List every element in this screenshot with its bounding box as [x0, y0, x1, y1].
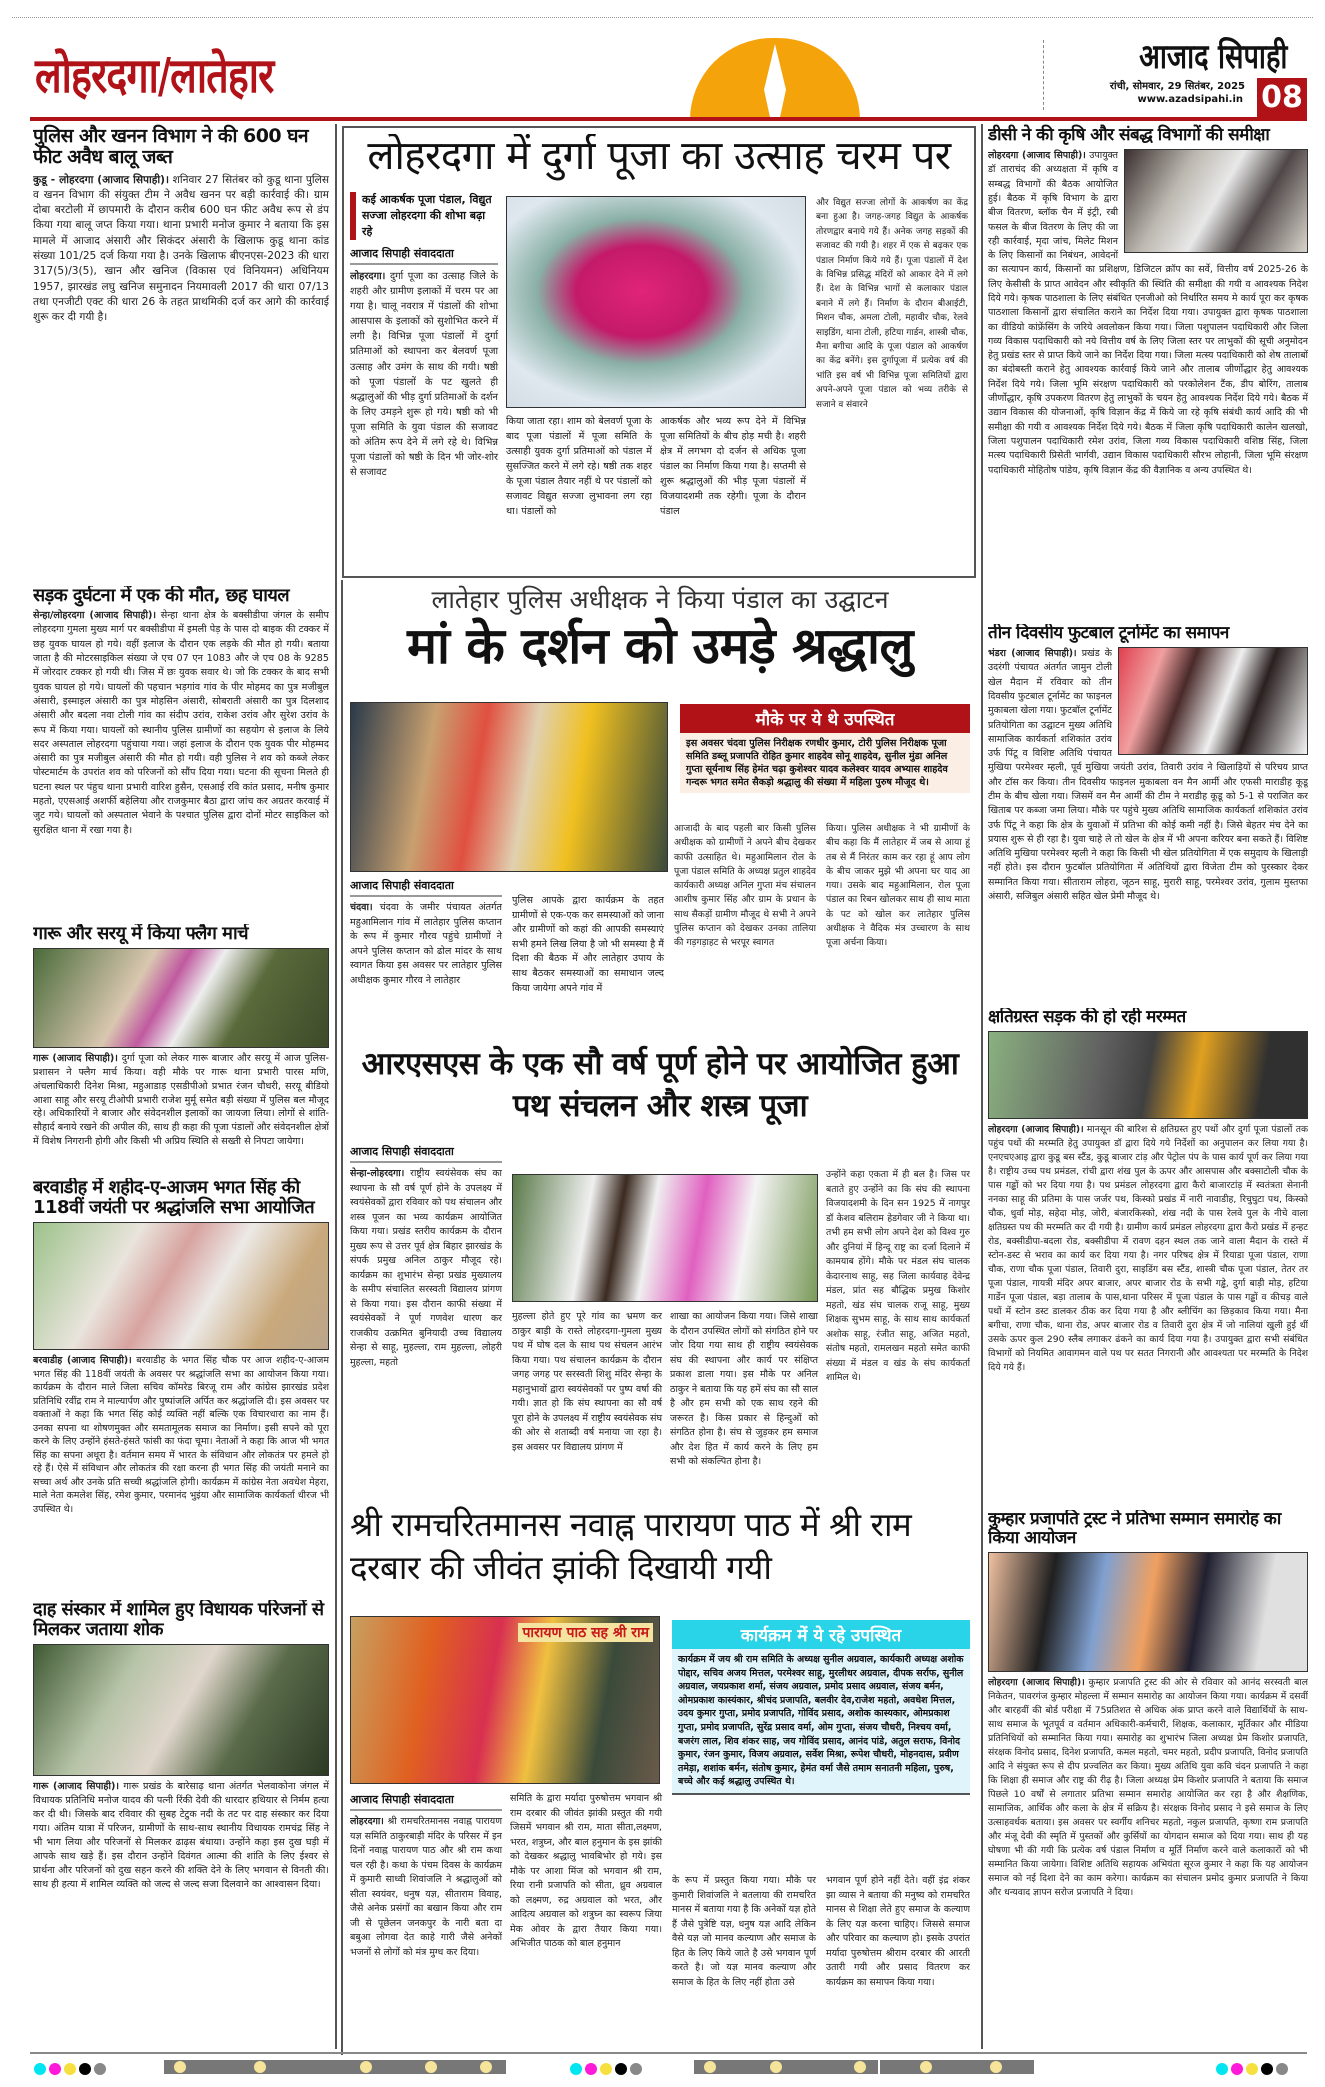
- funeral-photo: [33, 1644, 329, 1776]
- left-column: [33, 124, 329, 2040]
- column-divider: [335, 124, 337, 2049]
- attendees-box-title: मौके पर ये थे उपस्थित: [680, 704, 970, 733]
- registration-bar: [694, 2060, 878, 2074]
- article-body: समिति के द्वारा मर्यादा पुरुषोत्तम भगवान श्री राम दरबार की जीवंत झांकी प्रस्तुत की गयी जिसमें भगवान श्री राम, माता सीता,लक्ष्मण, भरत, शत्रुघ्न, और बाल हनुमान के इस झांकी को देखकर श्रद्धालु भावबिभोर हो गये। इस मौके पर आशा मिंज को भगवान श्री राम, रिया रानी प्रजापति को सीता, ध्रुव अग्रवाल को लक्ष्मण, रुद्र अग्रवाल को भरत, और आदित्य अग्रवाल को शत्रुघ्न का स्वरूप जिया मेक ओवर के द्वारा तैयार किया गया। अभिजीत पाठक को बाल हनुमान: [510, 1793, 662, 1949]
- meeting-photo: [1124, 149, 1308, 253]
- article-body: गारू प्रखंड के बारेसाढ़ थाना अंतर्गत भेलवाकोना जंगल में विधायक प्रतिनिधि मनोज यादव की पत्नी रिंकी देवी की धारदार हथियार से निर्मम हत्या कर दी थी। जिसके बाद रविवार की सुबह टेटुक नदी के तट पर दाह संस्कार कर दिया गया। अंतिम यात्रा में परिजन, ग्रामीणों के साथ-साथ स्थानीय विधायक रामचंद्र सिंह ने भी भाग लिया और परिजनों से मिलकर ढाढ़स बंधाया। उन्होंने कहा इस दुख घड़ी में आपके साथ खड़े हैं। इस दौरान उन्होंने दिवंगत आत्मा की शांति के लिए ईश्वर से प्रार्थना और परिजनों को दुख सहन करने की शक्ति देने के लिए भगवान से विनती की। साथ ही हत्या में शामिल व्यक्ति को जल्द से जल्द सजा दिलवाने का आश्वासन दिया।: [33, 1781, 329, 1891]
- article-dc-review: [988, 124, 1308, 624]
- article-body: आकर्षक और भव्य रूप देने में विभिन्न पूजा समितियों के बीच होड़ मची है। शहरी क्षेत्र में लगभग दो दर्जन से अधिक पूजा पंडाल का निर्माण किया गया है। सप्तमी से शुरू श्रद्धालुओं की भीड़ पूजा पंडालों में विजयादशमी तक रहेगी। पूजा के दौरान पंडाल: [660, 416, 806, 517]
- article-body: उन्होंने कहा एकता में ही बल है। जिस पर बताते हुए उन्होंने का कि संघ की स्थापना विजयादशमी के दिन सन 1925 में नागपुर डॉ केशव बलिराम हेडगेवार जी ने किया था। तभी हम सभी लोग अपने देश को विश्व गुरु और दुनियां में हिन्दू राष्ट्र का दर्जा दिलाने में कामयाब होंगे। मौके पर मंडल संघ चालक केदारनाथ साहू, सह जिला कार्यवाह देवेन्द्र मंडल, प्रांत सह बौद्धिक प्रमुख किशोर महतो, खंड संघ चालक राजू साहू, मुख्य शिक्षक सुभम साहू, के साथ साथ कार्यकर्ता अशोक साहू, रंजीत साहू, अजित महतो, संतोष महतो, रामलखन महतो समेत काफी संख्या में मंडल व खंड के संघ कार्यकर्ता शामिल थे।: [826, 1169, 970, 1383]
- column-divider: [341, 580, 343, 2055]
- top-dotted-rule: [12, 17, 1313, 18]
- dateline: लोहरदगा (आजाद सिपाही)।: [988, 1677, 1085, 1689]
- masthead: [0, 30, 1325, 118]
- article-body: राष्ट्रीय स्वयंसेवक संघ का स्थापना के सौ वर्ष पूर्ण होने के उपलक्ष्य में स्वयंसेवकों द्वारा रविवार को पथ संचालन और शस्त्र पूजन का भव्य कार्यक्रम आयोजित किया गया। प्रखंड स्तरीय कार्यक्रम के दौरान मुख्य रूप से उत्तर पूर्व क्षेत्र बिहार झारखंड के संपर्क प्रमुख अनिल ठाकुर मौजूद रहे। कार्यक्रम का शुभारंभ सेन्हा प्रखंड मुख्यालय के समीप संचालित सरस्वती विद्यालय प्रांगण से किया गया। इस दौरान काफी संख्या में स्वयंसेवकों ने पूर्ण गणवेश धारण कर राजकीय उत्क्रमित बुनियादी उच्च विद्यालय सेन्हा से साहू, मुहल्ला, राम मुहल्ला, लोहरी मुहल्ला, महतो: [350, 1168, 502, 1368]
- article-talent-felicitation: [988, 1510, 1308, 2038]
- article-body: सेन्हा थाना क्षेत्र के बक्सीडीपा जंगल के समीप लोहरदगा गुमला मुख्य मार्ग पर बक्सीडीपा में इमली पेड़ के पास दो बाइक की टक्कर में छह युवक घायल हो गये। वहीं इलाज के दौरान एक लड़के की मौत हो गयी। बताया जाता है की मोटरसाइकिल संख्या जे एच 07 एन 1083 और जे एच 08 के 9285 में जोरदार टक्कर हो गयी थी। जिस में छः युवक सवार थे। जो कि टक्कर के बाद सभी युवक घायल हो गये। घायलों की पहचान भड़गांव गांव के पीर मोहमद का पुत्र मजीबुल अंसारी, इस्माइल अंसारी का पुत्र मोहसिन अंसारी, सोबराती अंसारी का पुत्र दिलशाद अंसारी और बदला नवा टोली गांव का संदीप उरांव, राकेश उरांव और सुरेश उरांव के रूप में किया गया। घायलों को स्थानीय पुलिस ग्रामीणों का सहयोग से इलाज के लिये सदर अस्पताल लोहरदगा पहुंचाया गया। जहां इलाज के दौरान एक युवक पीर मोहम्मद अंसारी का पुत्र मजीबुल अंसारी की मौत हो गयी। वही पुलिस ने शव को कब्जे लेकर पोस्टमार्टम के उपरांत शव को परिजनों को सौंप दिया गया। घटना की सूचना मिलते ही घटना स्थल पर पंहुच थाना प्रभारी वारिश हुसैन, एसआई रवि कांत प्रसाद, मनीष कुमार महतो, एएसआई अशर्फी बहेलिया और राजकुमार बैठा द्वारा जांच कर अग्रतर करवाई में जुट गये। घायलों को अस्पताल भेवाने के पश्चात पुलिस द्वारा दोनों मोटर साइकिल को सुरक्षित थाना में रखा गया है।: [33, 610, 329, 836]
- article-latehar-sp: [350, 582, 970, 1037]
- gray-mark-icon: [94, 2063, 106, 2075]
- article-body: दुर्गा पूजा का उत्साह जिले के शहरी और ग्रामीण इलाकों में चरम पर आ गया है। चालू नवरात्र में पंडालों की शोभा आसपास के इलाकों को सुशोभित करने में लगी है। विभिन्न पूजा पंडालों में दुर्गा प्रतिमाओं को स्थापना कर बेलवर्ण पूजा उत्साह और उमंग के साथ की गयी। षष्ठी को पूजा पंडालों के पट खुलते ही श्रद्धालुओं की भीड़ दुर्गा प्रतिमाओं के दर्शन के लिए उमड़ने शुरू हो गये। षष्ठी को भी पूजा समिति के युवा पंडाल की सजावट को अंतिम रूप देने में लगे रहे थे। विभिन्न पूजा पंडालों को षष्ठी के दिन भी जोर-शोर से सजावट: [350, 271, 498, 479]
- article-rss-centenary: [350, 1044, 970, 1496]
- article-body: शनिवार 27 सितंबर को कुडू थाना पुलिस व खनन विभाग की संयुक्त टीम ने अवैध खनन पर बड़ी कार्रवाई की। ग्राम दोबा बरटोली में छापमारी के दौरान करीब 600 घन फीट अवैध रूप से डंप किया गया बालू जप्त किया गया। थाना प्रभारी मनोज कुमार ने बताया कि इस मामले में आजाद अंसारी और सिकंदर अंसारी के खिलाफ कुडू थाना कांड संख्या 101/25 दर्ज किया गया है। उनके खिलाफ बीएनएस-2023 की धारा 317(5)/3(5), खान और खनिज (विकास एवं विनियमन) अधिनियम 1957, झारखंड लघु खनिज समुनादन नियमावली 2017 की धारा 07/13 तथा एनजीटी एक्ट की धारा 26 के तहत प्राथमिकी दर्ज कर आगे की कार्रवाई शुरू कर दी गयी है।: [33, 173, 329, 324]
- article-body: किया जाता रहा। शाम को बेलवर्ण पूजा के बाद पूजा पंडालों में पूजा समिति के उत्साही युवक दुर्गा प्रतिमाओं को पंडाल में सुसज्जित करने में लगे रहे। षष्ठी तक शहर के पूजा पंडाल तैयार नहीं थे पर पंडालों को सजावट विद्युत सज्जा लुभावना लग रहा था। पंडालों को: [506, 416, 652, 517]
- headline: श्री रामचरितमानस नवाह्न पारायण पाठ में श्री राम दरबार की जीवंत झांकी दिखायी गयी: [350, 1505, 912, 1587]
- pen-nib-logo-icon: [690, 38, 860, 120]
- headline: बरवाडीह में शहीद-ए-आजम भगत सिंह की 118वीं जयंती पर श्रद्धांजलि सभा आयोजित: [33, 1178, 315, 1219]
- headline: दाह संस्कार में शामिल हुए विधायक परिजनों से मिलकर जताया शोक: [33, 1600, 324, 1641]
- page-number: 08: [1257, 78, 1307, 118]
- website-link[interactable]: www.azadsipahi.in: [1137, 94, 1243, 105]
- headline: तीन दिवसीय फुटबाल टूर्नामेंट का समापन: [988, 624, 1229, 643]
- cyan-mark-icon: [1216, 2063, 1228, 2075]
- article-body: प्रखंड के उदरंगी पंचायत अंतर्गत जामुन टोली खेल मैदान में रविवार को तीन दिवसीय फुटबाल टूर्नामेंट का फाइनल मुकाबला खेला गया। फुटबॉल टूर्नामेंट प्रतियोगिता का उद्घाटन मुख्य अतिथि सामाजिक कार्यकर्ता शशिकांत उरांव उर्फ पिंटू व विशिष्ट अतिथि पंचायत मुखिया परमेश्वर म्हली, पूर्व मुखिया जयंती उरांव, तिवारी उरांव ने खिलाड़ियों से परिचय प्राप्त और टॉस कर किया। तीन दिवसीय फाइनल मुकाबला वन मैन आर्मी और एफसी माराडीह कूडू टीम के बीच खेला गया। जिसमें वन मैन आर्मी की टीम ने मराडीह कूडू को 5-1 से पराजित कर खिताब पर कब्जा जमा लिया। मौके पर पहुंचे मुख्य अतिथि सामाजिक कार्यकर्ता शशिकांत उरांव उर्फ पिंटू ने कहा कि क्षेत्र के युवाओं में प्रतिभा की कोई कमी नहीं है। जिसे बेहतर मंच देने का प्रयास शुरू से ही रहा है। युवा चाहे ले तो खेल के क्षेत्र में भी अपना करियर बना सकते हैं। विशिष्ट अतिथि मुखिया परमेश्वर म्हली ने कहा कि किसी भी खेल प्रतियोगिता में एक समुदाय के खिलाड़ी नहीं होते। इस दौरान फुटबॉल प्रतियोगिता में अतिथियों द्वारा विजेता टीम को पुरस्कार देकर सम्मानित किया गया। सीताराम लोहरा, जूठन साहू, मुरारी साहू, परमेश्वर उरांव, गुलाम मुस्तफा अंसारी, सजिबुल अंसारी सहित खेल प्रेमी मौजूद थे।: [988, 648, 1308, 903]
- attendees-list: इस अवसर चंदवा पुलिस निरीक्षक रणधीर कुमार, टोरी पुलिस निरीक्षक पूजा समिति डब्लू प्रजापति रोहित कुमार शाहदेव सोनू शाहदेव, सुनील मुंडा अनिल गुप्ता सूर्यनाथ सिंह हेमंत चढ़ा कुशेश्वर यादव कलेश्वर यादव अभ्यास शाहदेव गन्दरू भगत समेत सैकड़ो श्रद्धालु की संख्या में महिला पुरुष मौजूद थे।: [686, 738, 948, 788]
- article-flag-march: [33, 924, 329, 1178]
- article-body: श्री रामचरितमानस नवाह्न पारायण यज्ञ समिति ठाकुरबाड़ी मंदिर के परिसर में इन दिनों नवाह्न पारायण पाठ और श्री राम कथा चल रही है। कथा के पंचम दिवस के कार्यक्रम में कुमारी साध्वी शिवांजलि ने श्रद्धालुओं को सीता स्वयंवर, धनुष यज्ञ, सीताराम विवाह, जैसे अनेक प्रसंगों का बखान किया और राम जी से पूछेलन जनकपुर के नारी बता दा बबुआ लोगवा देत काहे गारी जैसे अनेकों भजनों से लोगों को मंत्र मुग्ध कर दिया।: [350, 1816, 502, 1958]
- headline: मां के दर्शन को उमड़े श्रद्धालु: [407, 617, 913, 675]
- lead-headline: लोहरदगा में दुर्गा पूजा का उत्साह चरम पर: [367, 134, 951, 179]
- article-body: उपायुक्त डॉ ताराचंद की अध्यक्षता में कृषि व सम्बद्ध विभागों की बैठक आयोजित हुई। बैठक में कृषि विभाग के द्वारा बीज वितरण, ब्लॉक चैन में इंट्री, रबी फसल के बीज वितरण के लिए की जा रही कार्रवाई, मृदा जांच, मिलेट मिशन के लिए किसानों का निबंधन, आवेदनों का सत्यापन कार्य, किसानों का प्रशिक्षण, डिजिटल क्रॉप का सर्वे, वित्तीय वर्ष 2025-26 के लिए केसीसी के प्राप्त आवेदन और स्वीकृति की स्थिति की समीक्षा की गयी व आवश्यक निदेश दिये गये। कृषक पाठशाला के लिए संबंधित एनजीओ को निर्धारित समय मे कार्य पूरा कर कृषक पाठशाला किसानों द्वारा संचालित कराने का निर्देश दिया गया। उपायुक्त द्वारा कृषक पाठशाला का वीडियो कांफ्रेंसिंग के जरिये अवलोकन किया गया। जिला पशुपालन पदाधिकारी और जिला गव्य विकास पदाधिकारी को नये वित्तीय वर्ष के लिए जिला स्तर पर लाभुकों की सूची अनुमोदन हेतु प्रखंड स्तर से प्राप्त किये जाने का निर्देश दिया गया। जिला मत्स्य पदाधिकारी को शेष तालाबों का बंदोबस्ती कराने हेतु आवश्यक कार्रवाई किये जाने और तालाब जीर्णोद्धार हेतु आवश्यक निर्देश दिये गये। जिला भूमि संरक्षण पदाधिकारी को परकोलेशन टैंक, डीप बोरिंग, तालाब जीर्णोद्धार, कृषि उपकरण वितरण हेतु लाभुकों के चयन हेतु आवश्यक निर्देश दिये गये। बैठक में उद्यान विकास की योजनाओं, कृषि विज्ञान केंद्र में किये जा रहे कृषि संबंधी कार्य आदि की भी समीक्षा की गयी व आवश्यक निर्देश दिये गये। बैठक में जिला कृषि पदाधिकारी कालेन खलखो, जिला पशुपालन पदाधिकारी रमेश उरांव, जिला गव्य विकास पदाधिकारी वशिष्ठ सिंह, जिला मत्स्य पदाधिकारी प्रिसेती भार्गवी, उद्यान विकास पदाधिकारी सौरभ लोहानी, जिला भूमि संरक्षण पदाधिकारी मोहितोष पांडेय, कृषि विज्ञान केंद्र की वैज्ञानिक व अन्य उपस्थित थे।: [988, 150, 1308, 476]
- cyan-mark-icon: [570, 2063, 582, 2075]
- article-road-repair: [988, 1008, 1308, 1510]
- headline: डीसी ने की कृषि और संबद्ध विभागों की समीक्षा: [988, 125, 1270, 145]
- article-body: मानसून की बारिश से क्षतिग्रस्त हुए पथों और दुर्गा पूजा पंडालों तक पहुंच पथों की मरम्मति हेतु उपायुक्त डॉ द्वारा दिये गये निर्देशों का अनुपालन कर लिया गया है। एनएचएआइ द्वारा कुडू बस स्टैंड, कुडू बाजार टांड़ और पेट्रोल पंप के पास कार्य पूर्ण कर लिया गया है। राष्ट्रीय उच्च पथ प्रमंडल, रांची द्वारा शंख पुल के ऊपर और आसपास और बक्साटोली चौक के पास गड्ढों को भर दिया गया है। पथ प्रमंडल लोहरदगा द्वारा कैरो बाजारटांड़ में स्वतंत्रता सेनानी ननका साहू की प्रतिमा के पास जर्जर पथ, किस्को प्रखंड में नारी नावाडीह, रिचुघुटा पथ, किस्को चौक, धुर्वा मोड़, सहेदा मोड़, जोरी, बंजारकिस्को, शंख नदी के पास रेलवे पुल के नीचे वाला क्षतिग्रस्त पथ की मरम्मति कर दी गयी है। ग्रामीण कार्य प्रमंडल लोहरदगा द्वारा कैरो प्रखंड में हन्हट रोड, बक्सीडीपा-बदला रोड, बक्सीडीपा में रावण दहन स्थल तक जाने वाला मैदान के रास्ते में स्टोन-डस्ट से भराव का कार्य कर दिया गया है। नगर परिषद क्षेत्र में रियाडा पूजा पंडाल, राणा चौक, राणा चौक पूजा पंडाल, तिवारी दुरा, साइडिंग बस स्टैंड, शास्त्री चौक पूजा पंडाल, तेतर तर पूजा पंडाल, गायत्री मंदिर अपर बाजार, अपर बाजार रोड के सभी गड्ढे, दुर्गा बाड़ी मोड़, हटिया गार्डेन पूजा पंडाल, बड़ा तालाब के पास,थाना परिसर में पूजा पंडाल के पास गड्ढों व कीचड़ वाले पथों में स्टोन डस्ट डालकर ठीक कर दिया गया है और ब्लीचिंग का छिड़काव किया गया। मैना बगीचा, राणा चौक, थाना रोड, अपर बाजार रोड व तिवारी दुरा क्षेत्र में जो नालियां खुली हुई थीं उसके ऊपर कुल 290 स्लैब लगाकर ढंकने का कार्य दिया गया है। उपायुक्त द्वारा सभी संबंधित विभागों को नियमित आवागमन वाले पथ पर सतत निगरानी और आवश्यता पर मरम्मति के निदेश दिये गये हैं।: [988, 1124, 1308, 1374]
- tribute-photo: [33, 1222, 329, 1350]
- headline: गारू और सरयू में किया फ्लैग मार्च: [33, 924, 249, 944]
- photo-banner-text: पारायण पाठ सह श्री राम: [518, 1623, 653, 1642]
- gray-mark-icon: [1276, 2063, 1288, 2075]
- masthead-rule: [30, 117, 1307, 121]
- article-sand-seizure: [33, 124, 329, 586]
- headline: पुलिस और खनन विभाग ने की 600 घन फीट अवैध बालू जब्त: [33, 125, 309, 169]
- gray-mark-icon: [630, 2063, 642, 2075]
- newspaper-name: आजाद सिपाही: [1138, 37, 1287, 77]
- dateline: लोहरदगा।: [350, 271, 386, 282]
- registration-marks-right: [1216, 2060, 1291, 2074]
- byline: आजाद सिपाही संवाददाता: [350, 246, 498, 265]
- magenta-mark-icon: [1231, 2063, 1243, 2075]
- cyan-mark-icon: [34, 2063, 46, 2075]
- black-mark-icon: [1261, 2063, 1273, 2075]
- article-body: आजादी के बाद पहली बार किसी पुलिस अधीक्षक को ग्रामीणों ने अपने बीच देखकर काफी उत्साहित थे। महुआमिलान रोल के पूजा पंडाल समिति के अध्यक्ष प्रतुल शाहदेव कार्यकारी अध्यक्ष अनिल गुप्ता मंच संचालन आशीष कुमार सिंह और ग्राम के प्रधान के साथ सैकड़ों ग्रामीण मौजूद थे सभी ने अपने पुलिस कप्तान को देखकर उनका तालिया की गड़गड़ाहट से भरपूर स्वागत: [674, 823, 817, 949]
- dateline: भंडरा (आजाद सिपाही)।: [988, 648, 1077, 660]
- article-funeral: [33, 1600, 329, 2040]
- headline: क्षतिग्रस्त सड़क की हो रही मरम्मत: [988, 1008, 1186, 1027]
- article-body: किया। पुलिस अधीक्षक ने भी ग्रामीणों के बीच कहा कि मैं लातेहार में जब से आया हूं तब से मैं निरंतर काम कर रहा हूं आप लोग के बीच जाकर मुझे भी अपना घर याद आ गया। उसके बाद महुआमिलान, रोल पूजा पंडाल का रिबन खोलकर साथ ही साथ माता के पट को खोल कर लातेहार पुलिस अधीक्षक ने वैदिक मंत्र उच्चारण के साथ पूजा अर्चना किया।: [826, 823, 970, 949]
- dateline: सेन्हा-लोहरदगा।: [350, 1168, 405, 1179]
- article-durga-puja: [350, 134, 968, 574]
- lead-subtitle: कई आकर्षक पूजा पंडाल, विद्युत सज्जा लोहरदगा की शोभा बढ़ा रहे: [350, 192, 498, 240]
- article-body: भगवान पूर्ण होने नहीं देते। वहीं इंद्र शंकर झा व्यास ने बताया की मनुष्य को रामचरित मानस से शिक्षा लेते हुए समाज के कल्याण के लिए यज्ञ करना चाहिए। जिससे समाज और परिवार का कल्याण हो। इसके उपरांत मर्यादा पुरुषोत्तम श्रीराम दरबार की आरती उतारी गयी और प्रसाद वितरण कर कार्यक्रम का समापन किया गया।: [826, 1875, 970, 1988]
- black-mark-icon: [79, 2063, 91, 2075]
- magenta-mark-icon: [585, 2063, 597, 2075]
- article-body: दुर्गा पूजा को लेकर गारू बाजार और सरयू में आज पुलिस-प्रशासन ने फ्लैग मार्च किया। वही मौके पर गारू थाना प्रभारी पारस मणि, अंचलाधिकारी दिनेश मिश्रा, महुआडाड़ एसडीपीओ प्रभात रंजन चौधरी, सरयू बीडियो आशा साहू और सरयू टीओपी प्रभारी राजेश मुर्मू समेत बड़ी संख्या में पुलिस बल मौजूद रहे। अधिकारियों ने बाजार और संवेदनशील इलाकों का जायजा लिया। लोगों से शांति-सौहार्द बनाये रखने की अपील की, साथ ही कहा की पूजा पंडालों और संवेदनशील क्षेत्रों में विशेष निगरानी होगी और किसी भी अप्रिय स्थिति से सख्ती से निपटा जायेगा।: [33, 1053, 329, 1147]
- article-body: मुहल्ला होते हुए पूरे गांव का भ्रमण कर ठाकुर बाड़ी के रास्ते लोहरदगा-गुमला मुख्य पथ में घोष दल के साथ पथ संचलन आरंभ किया गया। पथ संचालन कार्यक्रम के दौरान जगह जगह पर सरस्वती शिशु मंदिर सेन्हा के महानुभावों द्वारा स्वयंसेवकों पर पुष्प वर्षा की गयी। ज्ञात हो कि संघ स्थापना का सौ वर्ष पूरा होने के उपलक्ष्य में राष्ट्रीय स्वयंसेवक संघ की ओर से शताब्दी वर्ष मनाया जा रहा है। इस अवसर पर विद्यालय प्रांगण में: [512, 1311, 662, 1453]
- bottom-rule: [30, 2052, 1307, 2054]
- article-body: पुलिस आपके द्वारा कार्यक्रम के तहत ग्रामीणों से एक-एक कर समस्याओं को जाना और ग्रामीणों को कहां की आपकी समस्याएं सभी हमने लिख लिया है जो भी समस्या है मैं दिशा की बैठक में और लातेहार उपाय के साथ बैठकर समस्याओं का समाधान जल्द किया जायेगा अपने गांव में: [512, 895, 664, 994]
- registration-bar: [340, 2060, 506, 2074]
- article-road-accident: [33, 586, 329, 924]
- article-ramcharitmanas: [350, 1504, 970, 2052]
- article-body: शाखा का आयोजन किया गया। जिसे शाखा के दौरान उपस्थित लोगों को संगठित होने पर जोर दिया गया साथ ही राष्ट्रीय स्वयंसेवक संघ की स्थापना और कार्य पर संक्षिप्त प्रकाश डाला गया। इस मौके पर अनिल ठाकुर ने बताया कि यह हमें संघ का सौ साल है और हम सभी को एक साथ रहने की जरूरत है। किस प्रकार से हिन्दुओं को संगठित होना है। संघ से जुड़कर हम समाज और देश हित में कार्य करने के लिए हम सभी को संकल्पित होना है।: [670, 1311, 818, 1467]
- byline: आजाद सिपाही संवाददाता: [350, 1144, 502, 1163]
- yellow-mark-icon: [1246, 2063, 1258, 2075]
- byline: आजाद सिपाही संवाददाता: [350, 878, 502, 897]
- yellow-mark-icon: [600, 2063, 612, 2075]
- flag-march-photo: [33, 948, 329, 1048]
- dateline: लोहरदगा (आजाद सिपाही)।: [988, 1124, 1084, 1136]
- headline: सड़क दुर्घटना में एक की मौत, छह घायल: [33, 586, 290, 606]
- dateline: गारू (आजाद सिपाही)।: [33, 1781, 119, 1793]
- section-title: लोहरदगा/लातेहार: [35, 48, 274, 104]
- football-guests-photo: [1118, 647, 1308, 755]
- dateline: चंदवा।: [350, 902, 373, 913]
- masthead-divider: [1043, 40, 1044, 110]
- felicitation-photo: [988, 1552, 1308, 1672]
- article-body: बरवाडीह के भगत सिंह चौक पर आज शहीद-ए-आजम भगत सिंह की 118वीं जयंती के अवसर पर श्रद्धांजलि सभा का आयोजन किया गया। कार्यक्रम के दौरान माले जिला सचिव कॉमरेड बिरजू राम और कांग्रेस झारखंड प्रदेश प्रतिनिधि रवींद्र राम ने माल्यार्पण और पुष्पांजलि अर्पित कर श्रद्धांजलि दी। इस अवसर पर वक्ताओं ने कहा कि भगत सिंह कोई व्यक्ति नहीं बल्कि एक विचारधारा का नाम हैं। उनका सपना था शोषणमुक्त और समतामूलक समाज का निर्माण। इसी सपने को पूरा करने के लिए उन्होंने हंसते-हंसते फांसी का फंदा चूमा। नेताओं ने कहा कि आज भी भगत सिंह का सपना अधूरा है। वर्तमान समय में भारत के संविधान और लोकतंत्र पर हमले हो रहे हैं। ऐसे में संविधान और लोकतंत्र की रक्षा करना ही भगत सिंह की जयंती मनाने का सच्चा अर्थ और उनके प्रति सच्ची श्रद्धांजलि होगी। कार्यक्रम में कांग्रेस नेता अवधेश मेहरा, माले नेता कमलेश सिंह, रमेश कुमार, परमानंद भुइंया और सामाजिक कार्यकर्ता धीरज भी उपस्थित थे।: [33, 1355, 329, 1515]
- column-divider: [981, 124, 983, 2049]
- black-mark-icon: [615, 2063, 627, 2075]
- dateline: गारू (आजाद सिपाही)।: [33, 1053, 118, 1065]
- dateline: सेन्हा/लोहरदगा (आजाद सिपाही)।: [33, 610, 156, 622]
- article-football: [988, 624, 1308, 1008]
- article-body: कुम्हार प्रजापति ट्रस्ट की ओर से रविवार को आनंद सरस्वती बाल निकेतन, पावरगंज कुम्हार मोहल्ला में सम्मान समारोह का आयोजन किया गया। कार्यक्रम में दसवीं और बारहवीं की बोर्ड परीक्षा में 75प्रतिशत से अधिक अंक प्राप्त करने वाले विद्यार्थियों के साथ-साथ समाज के भूतपूर्व व वर्तमान अधिकारी-कर्मचारी, शिक्षक, कलाकार, मूर्तिकार और मीडिया प्रतिनिधियों को सम्मानित किया गया। समारोह का शुभारंभ जिला अध्यक्ष प्रेम किशोर प्रजापति, संरक्षक विनोद प्रसाद, दिनेश प्रजापति, कमल महतो, चमर महतो, प्रदीप प्रजापति, विनोद प्रजापति आदि ने संयुक्त रूप से दीप प्रज्वलित कर किया। मुख्य अतिथि युवा कवि चंदन प्रजापति ने कहा कि शिक्षा ही समाज और राष्ट्र की रीढ़ है। जिला अध्यक्ष प्रेम किशोर प्रजापति ने बताया कि समाज पिछले 10 वर्षों से लगातार प्रतिभा सम्मान समारोह आयोजित कर रहा है और शैक्षणिक, सामाजिक, आर्थिक और कला के क्षेत्र में सक्रिय है। संरक्षक विनोद प्रसाद ने इसे समाज के लिए उत्साहवर्धक बताया। इस अवसर पर स्वर्गीय शनिचर महतो, नकुल प्रजापति, कृष्णा राम प्रजापति और मंजू देवी की स्मृति में पुस्तकों और कुर्सियों का योगदान समाज को दिया गया। साथ ही यह घोषणा भी की गयी कि प्रत्येक वर्ष पंडाल निर्माण व मूर्ति निर्माण करने वाले कलाकारों को भी सम्मानित किया जायेगा। विशिष्ट अतिथि सहायक अभियंता सूरज कुमार ने कहा कि यह आयोजन समाज को नई दिशा देने का काम करेगा। कार्यक्रम का संचालन प्रमोद कुमार प्रजापति ने किया और धन्यवाद ज्ञापन सरोज प्रजापति ने दिया।: [988, 1677, 1308, 1899]
- article-body: और विद्युत सज्जा लोगों के आकर्षण का केंद्र बना हुआ है। जगह-जगह विद्युत के आकर्षक तोरणद्वार बनाये गये हैं। अनेक जगह सड़कों की सजावट की गयी है। शहर में एक से बढ़कर एक पंडाल निर्माण किये गये हैं। पूजा पंडालों में देश के विभिन्न प्रसिद्ध मंदिरों को आकार देने में लगे हैं। देश के विभिन्न भागों से कलाकार पंडाल बनाने में लगे हैं। निर्माण के दौरान बीआईटी, मिशन चौक, अमला टोली, महावीर चौक, रेलवे साइडिंग, थाना टोली, हटिया गार्डन, शास्त्री चौक, मैना बगीचा आदि के पूजा पंडाल को आकर्षण का केंद्र बनेंगे। इस दुर्गापूजा में प्रत्येक वर्ष की भांति इस वर्ष भी विभिन्न पूजा समितियों द्वारा अपने-अपने पूजा पंडाल को भव्य तरीके से सजाने व संवारने: [816, 198, 968, 410]
- article-bhagat-singh: [33, 1178, 329, 1600]
- path-sanchalan-photo: [512, 1174, 818, 1302]
- edition-date: रांची, सोमवार, 29 सितंबर, 2025: [1109, 81, 1245, 92]
- road-repair-photo: [988, 1031, 1308, 1119]
- kicker-headline: लातेहार पुलिस अधीक्षक ने किया पंडाल का उद्घाटन: [431, 585, 889, 614]
- attendees-list: कार्यक्रम में जय श्री राम समिति के अध्यक्ष सुनील अग्रवाल, कार्यकारी अध्यक्ष अशोक पोद्दार, सचिव अजय मित्तल, परमेश्वर साहू, मुरलीधर अग्रवाल, दीपक सर्राफ, सुनील अग्रवाल, जयप्रकाश शर्मा, संजय अग्रवाल, प्रमोद प्रसाद अग्रवाल, संजय बर्मन, ओमप्रकाश कास्यंकार, श्रीचंद प्रजापति, बलवीर देव,राजेश महतो, अवधेश मित्तल, उदय कुमार गुप्ता, प्रमोद प्रजापति, गोविंद प्रसाद, अशोक कास्यकार, ओमप्रकाश गुप्ता, प्रमोद प्रजापति, सुरेंद्र प्रसाद वर्मा, ओम गुप्ता, संजय चौधरी, निश्चय वर्मा, बजरंग लाल, शिव शंकर साह, जय गोविंद प्रसाद, आनंद पांडे, अतुल सराफ, विनोद कुमार, रंजन कुमार, विजय अग्रवाल, सर्वेश मिश्रा, रूपेश चौधरी, मोहनदास, प्रवीण तमेड़ा, शशांक बर्मन, संतोष कुमार, हेमंत वर्मा जैसे तमाम सनातनी महिला, पुरुष, बच्चे और कई श्रद्धालु उपस्थित थे।: [678, 1654, 964, 1788]
- article-body: चंदवा के जमीर पंचायत अंतर्गत महुआमिलान गांव में लातेहार पुलिस कप्तान के रूप में कुमार गौरव पहुंचे ग्रामीणों ने अपने पुलिस कप्तान को ढोल मांदर के साथ स्वागत किया इस अवसर पर लातेहार पुलिस अधीक्षक कुमार गौरव ने लातेहार: [350, 902, 502, 986]
- magenta-mark-icon: [49, 2063, 61, 2075]
- headline: आरएसएस के एक सौ वर्ष पूर्ण होने पर आयोजित हुआ पथ संचलन और शस्त्र पूजा: [361, 1046, 959, 1124]
- attendees-box-title: कार्यक्रम में ये रहे उपस्थित: [672, 1620, 970, 1649]
- article-body: के रूप में प्रस्तुत किया गया। मौके पर कुमारी शिवांजलि ने बतलाया की रामचरित मानस में बताया गया है कि अनेकों यज्ञ होते हैं जैसे पुत्रेष्टि यज्ञ, धनुष यज्ञ आदि लेकिन वैसे यज्ञ जो मानव कल्याण और समाज के हित के लिए किये जाते है उसे भगवान पूर्ण करते है। जो यज्ञ मानव कल्याण और समाज के हित के लिए नहीं होता उसे: [672, 1875, 816, 1988]
- lotus-pandal-photo: [506, 196, 806, 408]
- byline: आजाद सिपाही संवाददाता: [350, 1792, 502, 1811]
- right-column: [988, 124, 1308, 2038]
- dateline: कुडू - लोहरदगा (आजाद सिपाही)।: [33, 173, 170, 186]
- registration-bar: [880, 2060, 1034, 2074]
- inauguration-photo: [350, 702, 668, 872]
- yellow-mark-icon: [64, 2063, 76, 2075]
- registration-marks-left: [34, 2060, 109, 2074]
- ram-darbar-photo: [350, 1616, 660, 1784]
- dateline: लोहरदगा (आजाद सिपाही)।: [988, 150, 1086, 162]
- dateline: बरवाडीह (आजाद सिपाही)।: [33, 1355, 132, 1367]
- headline: कुम्हार प्रजापति ट्रस्ट ने प्रतिभा सम्मान समारोह का किया आयोजन: [988, 1510, 1281, 1549]
- registration-marks-center: [570, 2060, 645, 2074]
- dateline: लोहरदगा।: [350, 1816, 384, 1827]
